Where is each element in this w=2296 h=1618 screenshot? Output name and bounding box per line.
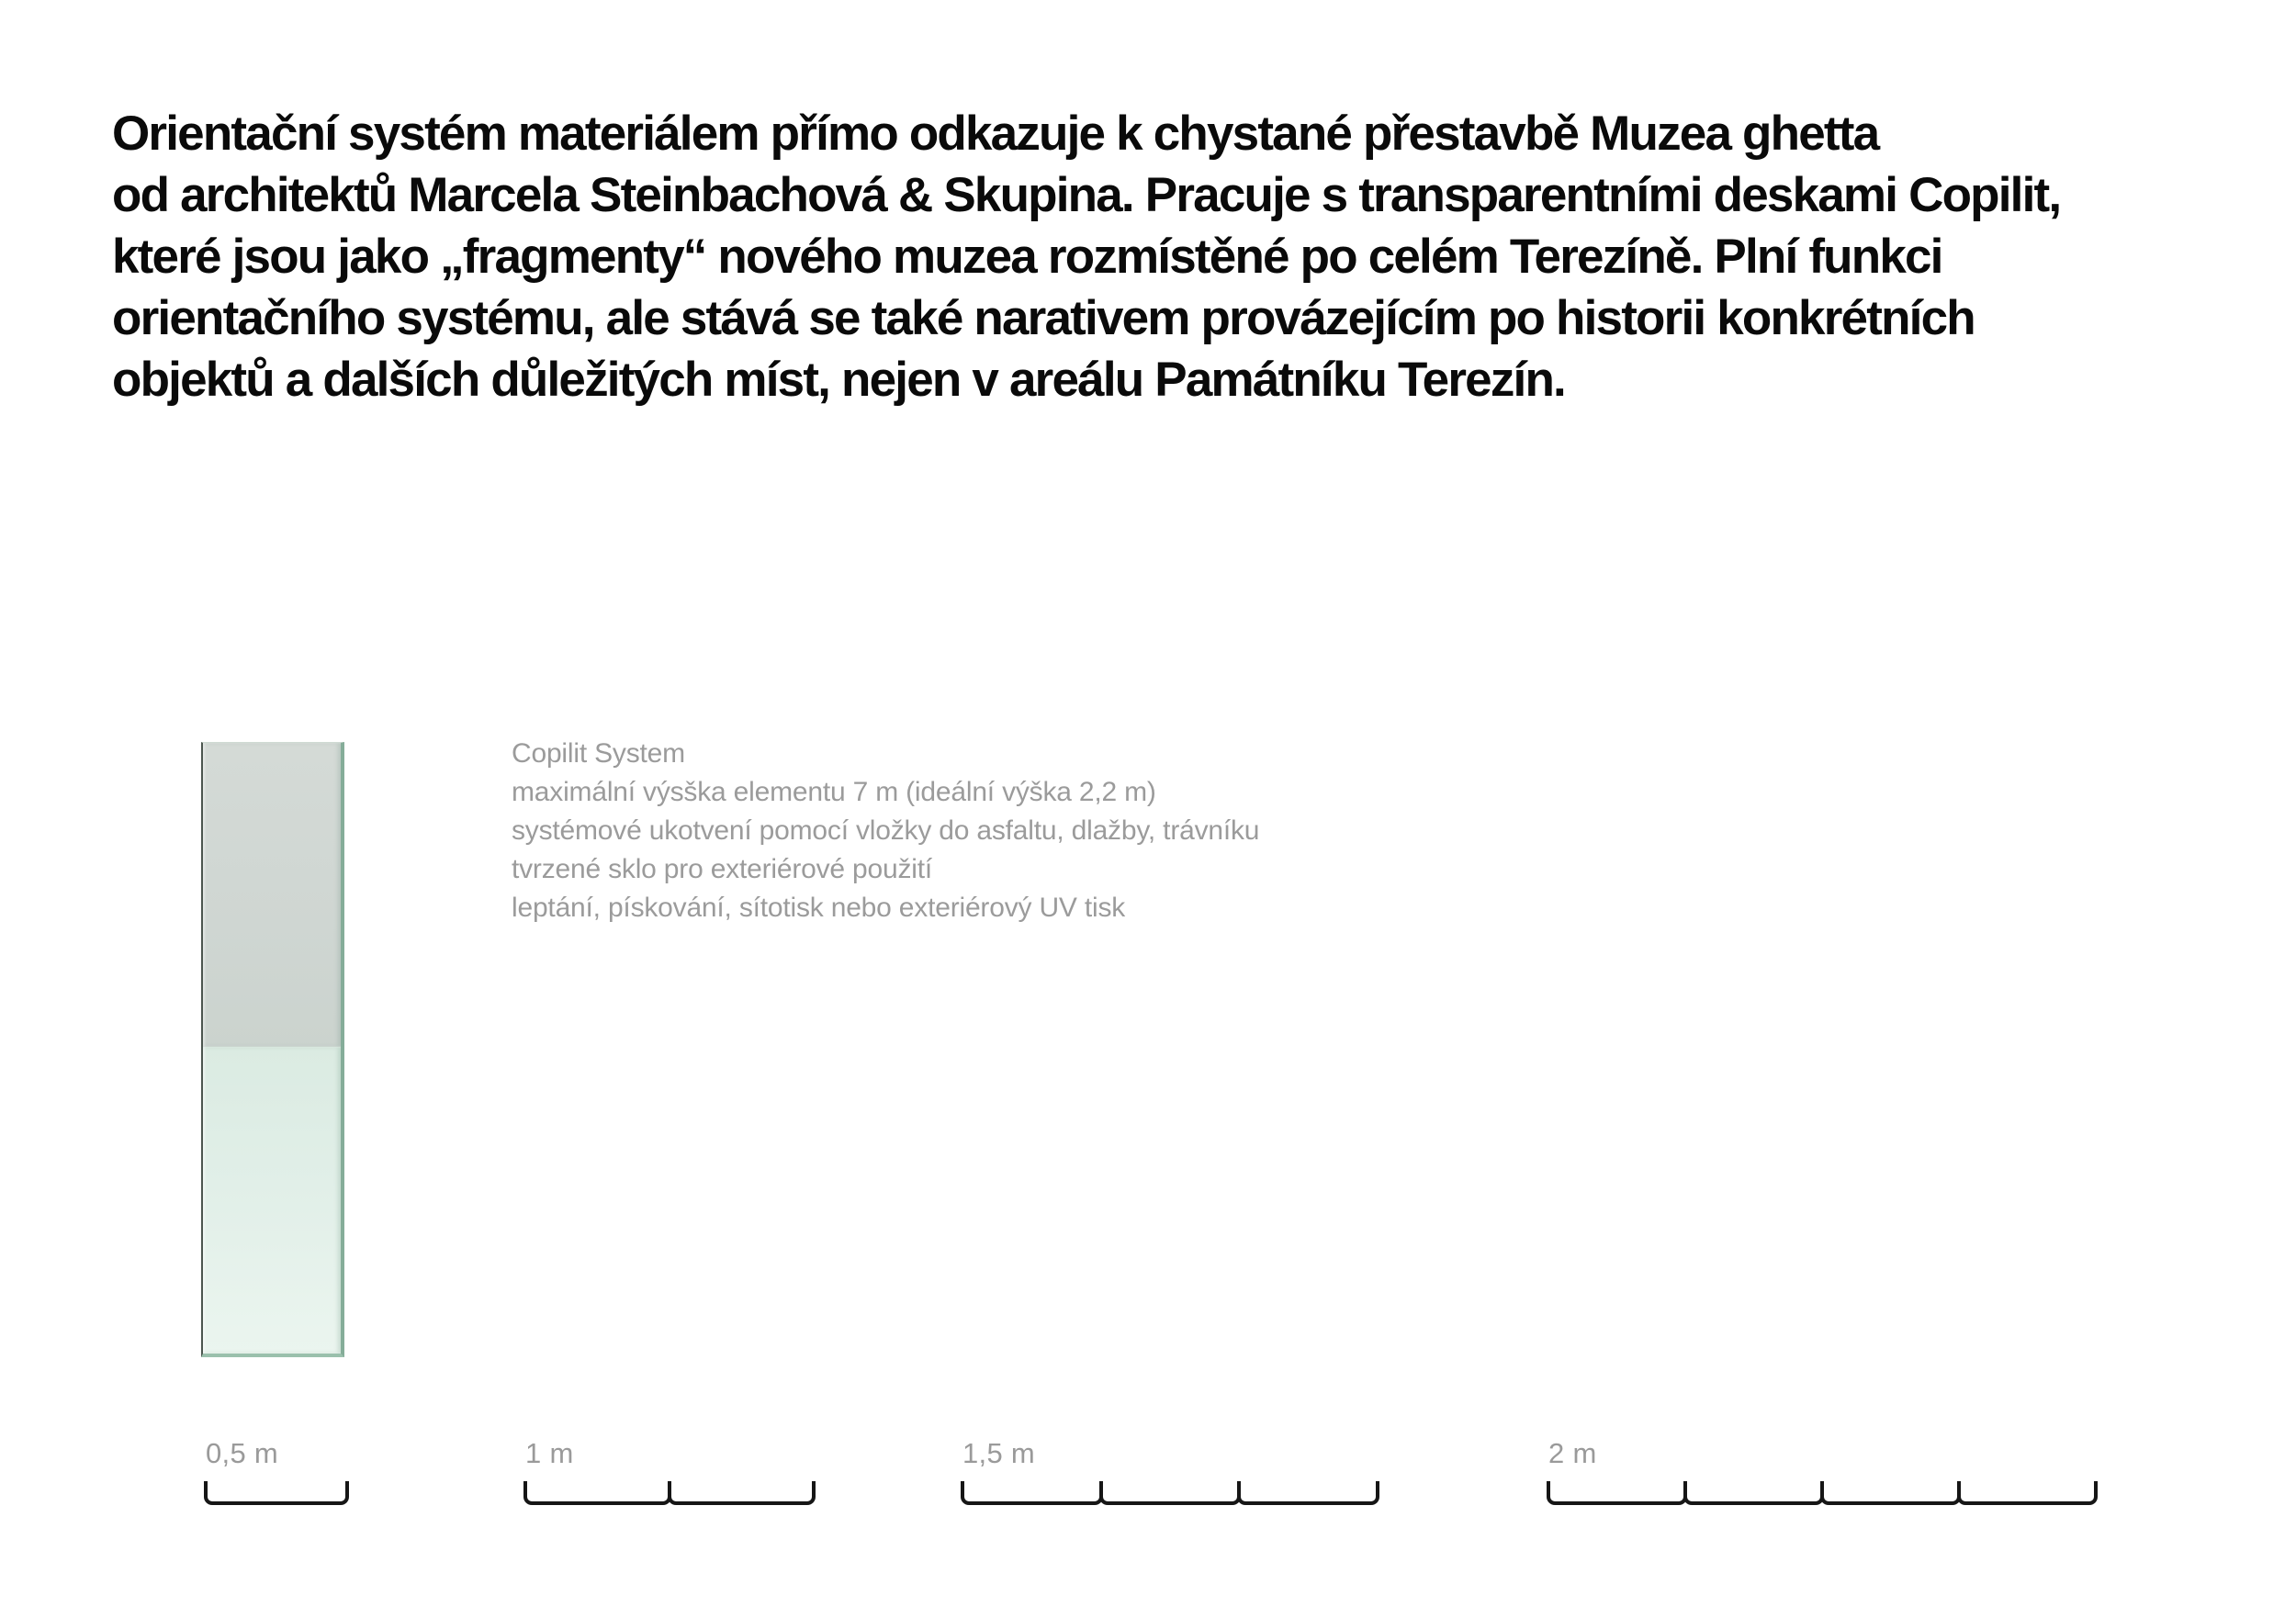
intro-line: orientačního systému, ale stává se také narativem provázejícím po historii konkrétních (112, 291, 1975, 345)
scale-bracket-segment (1099, 1481, 1242, 1505)
scale-bracket-segment (961, 1481, 1103, 1505)
scale-bracket (961, 1481, 1379, 1505)
glass-panel-illustration (201, 742, 344, 1357)
scale-label: 1,5 m (962, 1437, 1036, 1469)
glass-panel-etched-section (203, 743, 341, 1047)
scale-group (204, 1438, 349, 1469)
scale-group (961, 1438, 1379, 1469)
scale-bracket-segment (1820, 1481, 1961, 1505)
scale-label: 2 m (1548, 1437, 1597, 1469)
spec-text-block (512, 735, 1259, 927)
scale-bracket-segment (523, 1481, 671, 1505)
scale-bracket (204, 1481, 349, 1505)
spec-line: leptání, pískování, sítotisk nebo exteriérový UV tisk (512, 893, 1126, 923)
spec-line: systémové ukotvení pomocí vložky do asfaltu, dlažby, trávníku (512, 815, 1260, 846)
spec-line: tvrzené sklo pro exteriérové použití (512, 854, 933, 884)
intro-paragraph (112, 103, 2060, 410)
scale-bracket-segment (1957, 1481, 2098, 1505)
scale-bracket-segment (204, 1481, 349, 1505)
scale-group (1547, 1438, 2098, 1469)
scale-bracket-segment (1547, 1481, 1687, 1505)
scale-bracket (1547, 1481, 2098, 1505)
glass-panel-clear-section (203, 1047, 341, 1354)
scale-bracket-segment (1237, 1481, 1379, 1505)
intro-line: objektů a dalších důležitých míst, nejen v areálu Památníku Terezín. (112, 353, 1565, 407)
scale-bracket-segment (1683, 1481, 1824, 1505)
scale-label: 1 m (525, 1437, 574, 1469)
intro-line: od architektů Marcela Steinbachová & Skupina. Pracuje s transparentními deskami Copilit, (112, 168, 2061, 222)
scale-group (523, 1438, 816, 1469)
intro-line: Orientační systém materiálem přímo odkazuje k chystané přestavbě Muzea ghetta (112, 107, 1879, 161)
intro-line: které jsou jako „fragmenty“ nového muzea rozmístěné po celém Terezíně. Plní funkci (112, 230, 1942, 284)
spec-line: maximální výsška elementu 7 m (ideální výška 2,2 m) (512, 777, 1156, 807)
scale-bracket-segment (668, 1481, 816, 1505)
scale-label: 0,5 m (206, 1437, 279, 1469)
scale-bracket (523, 1481, 816, 1505)
spec-title: Copilit System (512, 738, 685, 769)
